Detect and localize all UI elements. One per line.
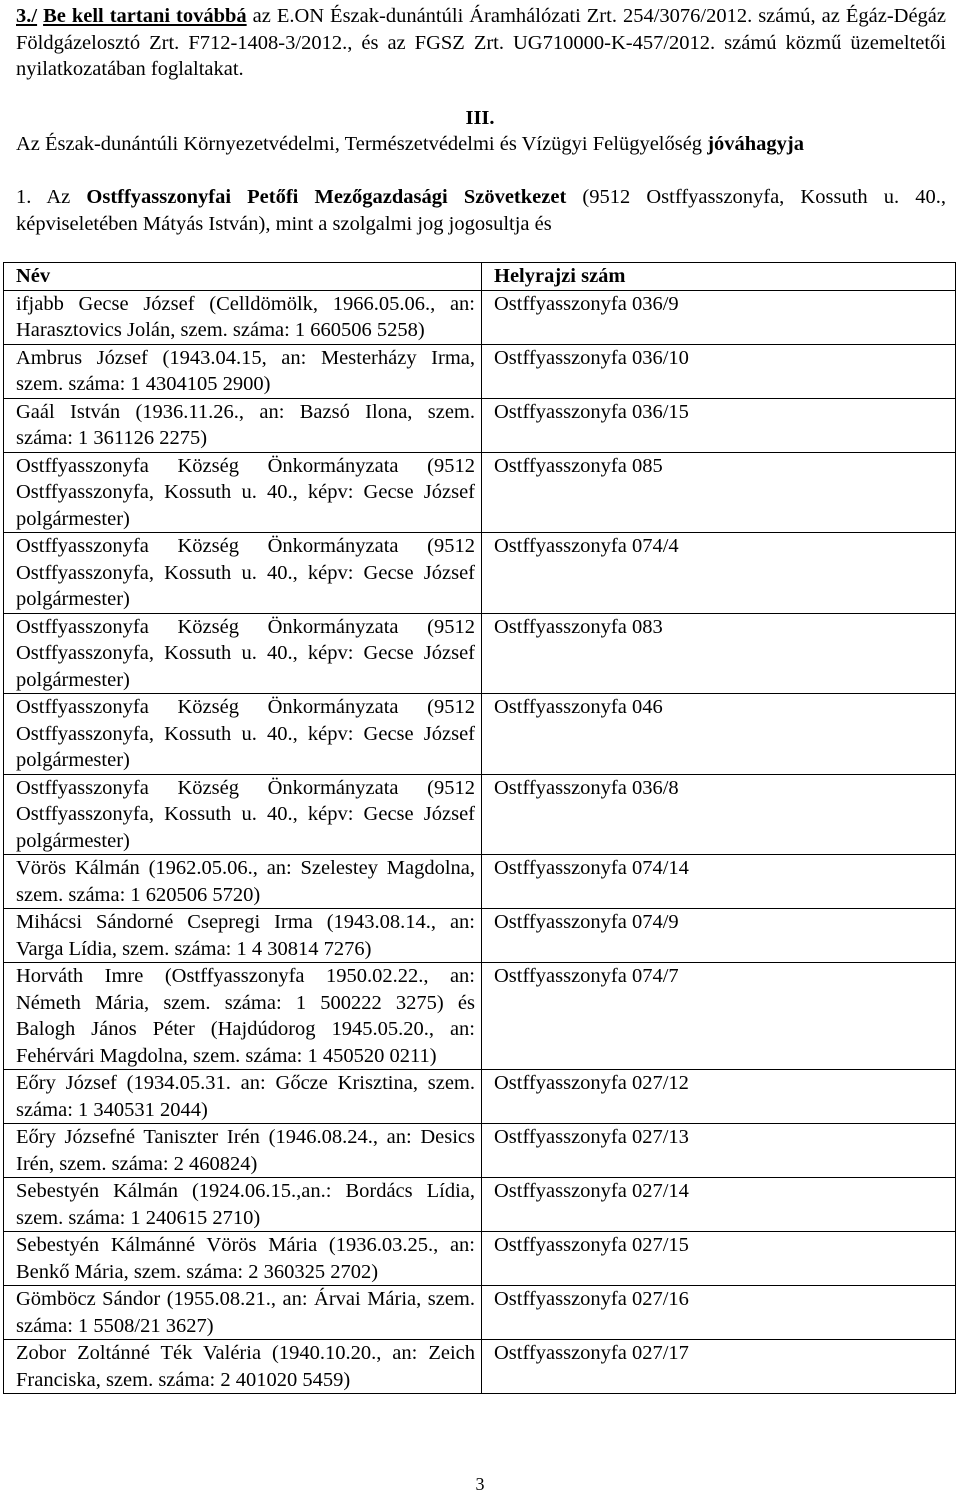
item-1-suffix: (9512 Ostffyasszonyfa, Kossuth u. 40., képviseletében Mátyás István), mint a szolgalmi jog jogosultja és: [16, 186, 946, 235]
owner-name-cell: Horváth Imre (Ostffyasszonyfa 1950.02.22., an: Németh Mária, szem. száma: 1 500222 3275) és Balogh János Péter (Hajdúdorog 1945.05.20., an: Fehérvári Magdolna, szem. száma: 1 450520 0211): [4, 963, 482, 1070]
table-row: [4, 909, 956, 963]
approval-paragraph: [16, 131, 946, 158]
parcel-number-cell: Ostffyasszonyfa 027/15: [482, 1232, 956, 1286]
item-1-paragraph: [16, 184, 946, 237]
table-row: [4, 290, 956, 344]
table-row: [4, 774, 956, 855]
owner-name-cell: Ostffyasszonyfa Község Önkormányzata (9512 Ostffyasszonyfa, Kossuth u. 40., képv: Gecse József polgármester): [4, 774, 482, 855]
section-3-paragraph: [16, 3, 946, 83]
parcel-number-cell: Ostffyasszonyfa 085: [482, 452, 956, 533]
item-1-prefix: 1. Az: [16, 186, 87, 208]
parcel-number-cell: Ostffyasszonyfa 074/14: [482, 855, 956, 909]
table-row: [4, 452, 956, 533]
table-row: [4, 1124, 956, 1178]
parcel-number-cell: Ostffyasszonyfa 083: [482, 613, 956, 694]
owner-name-cell: Gömböcz Sándor (1955.08.21., an: Árvai Mária, szem. száma: 1 5508/21 3627): [4, 1286, 482, 1340]
parcel-number-cell: Ostffyasszonyfa 036/8: [482, 774, 956, 855]
parcel-number-cell: Ostffyasszonyfa 027/14: [482, 1178, 956, 1232]
parcel-owner-table: [3, 262, 956, 1394]
table-row: [4, 694, 956, 775]
owner-name-cell: Vörös Kálmán (1962.05.06., an: Szelestey Magdolna, szem. száma: 1 620506 5720): [4, 855, 482, 909]
owner-name-cell: Ostffyasszonyfa Község Önkormányzata (9512 Ostffyasszonyfa, Kossuth u. 40., képv: Gecse József polgármester): [4, 613, 482, 694]
owner-name-cell: Ostffyasszonyfa Község Önkormányzata (9512 Ostffyasszonyfa, Kossuth u. 40., képv: Gecse József polgármester): [4, 452, 482, 533]
section-roman-heading: III.: [465, 107, 495, 129]
table-row: [4, 1286, 956, 1340]
page-number: 3: [475, 1474, 485, 1494]
parcel-number-cell: Ostffyasszonyfa 036/15: [482, 398, 956, 452]
owner-name-cell: Eőry Józsefné Taniszter Irén (1946.08.24., an: Desics Irén, szem. száma: 2 460824): [4, 1124, 482, 1178]
table-row: [4, 855, 956, 909]
parcel-number-cell: Ostffyasszonyfa 027/17: [482, 1340, 956, 1394]
owner-name-cell: Gaál István (1936.11.26., an: Bazsó Ilona, szem. száma: 1 361126 2275): [4, 398, 482, 452]
section-number: 3./: [16, 5, 38, 27]
parcel-number-cell: Ostffyasszonyfa 027/13: [482, 1124, 956, 1178]
item-1-org-name: Ostffyasszonyfai Petőfi Mezőgazdasági Szövetkezet: [86, 186, 567, 208]
table-row: [4, 613, 956, 694]
owner-name-cell: Ambrus József (1943.04.15, an: Mesterházy Irma, szem. száma: 1 4304105 2900): [4, 344, 482, 398]
parcel-number-cell: Ostffyasszonyfa 074/7: [482, 963, 956, 1070]
header-parcel: Helyrajzi szám: [482, 263, 956, 291]
owner-name-cell: Zobor Zoltánné Ték Valéria (1940.10.20., an: Zeich Franciska, szem. száma: 2 401020 5459): [4, 1340, 482, 1394]
owner-name-cell: Ostffyasszonyfa Község Önkormányzata (9512 Ostffyasszonyfa, Kossuth u. 40., képv: Gecse József polgármester): [4, 533, 482, 614]
table-row: [4, 1178, 956, 1232]
table-row: [4, 963, 956, 1070]
owner-name-cell: Sebestyén Kálmán (1924.06.15.,an.: Bordács Lídia, szem. száma: 1 240615 2710): [4, 1178, 482, 1232]
table-row: [4, 533, 956, 614]
table-row: [4, 1232, 956, 1286]
table-row: [4, 398, 956, 452]
approval-text: Az Észak-dunántúli Környezetvédelmi, Természetvédelmi és Vízügyi Felügyelőség: [16, 133, 708, 155]
table-header-row: [4, 263, 956, 291]
owner-name-cell: ifjabb Gecse József (Celldömölk, 1966.05.06., an: Harasztovics Jolán, szem. száma: 1 660506 5258): [4, 290, 482, 344]
owner-name-cell: Ostffyasszonyfa Község Önkormányzata (9512 Ostffyasszonyfa, Kossuth u. 40., képv: Gecse József polgármester): [4, 694, 482, 775]
owner-name-cell: Mihácsi Sándorné Csepregi Irma (1943.08.14., an: Varga Lídia, szem. száma: 1 4 30814 7276): [4, 909, 482, 963]
parcel-number-cell: Ostffyasszonyfa 046: [482, 694, 956, 775]
section-heading-underlined: Be kell tartani továbbá: [43, 5, 247, 27]
table-row: [4, 344, 956, 398]
section-3-text: az E.ON Észak-dunántúli Áramhálózati Zrt. 254/3076/2012. számú, az Égáz-Dégáz Földgázelosztó Zrt. F712-1408-3/2012., és az FGSZ Zrt. UG710000-K-457/2012. számú közmű üzemeltetői nyilatkozatában foglaltakat.: [16, 5, 946, 80]
header-name: Név: [4, 263, 482, 291]
owner-name-cell: Sebestyén Kálmánné Vörös Mária (1936.03.25., an: Benkő Mária, szem. száma: 2 360325 2702): [4, 1232, 482, 1286]
table-row: [4, 1070, 956, 1124]
parcel-number-cell: Ostffyasszonyfa 027/12: [482, 1070, 956, 1124]
table-row: [4, 1340, 956, 1394]
approval-verb: jóváhagyja: [707, 133, 804, 155]
parcel-number-cell: Ostffyasszonyfa 036/10: [482, 344, 956, 398]
parcel-number-cell: Ostffyasszonyfa 036/9: [482, 290, 956, 344]
parcel-number-cell: Ostffyasszonyfa 074/4: [482, 533, 956, 614]
parcel-number-cell: Ostffyasszonyfa 027/16: [482, 1286, 956, 1340]
owner-name-cell: Eőry József (1934.05.31. an: Gőcze Krisztina, szem. száma: 1 340531 2044): [4, 1070, 482, 1124]
parcel-number-cell: Ostffyasszonyfa 074/9: [482, 909, 956, 963]
